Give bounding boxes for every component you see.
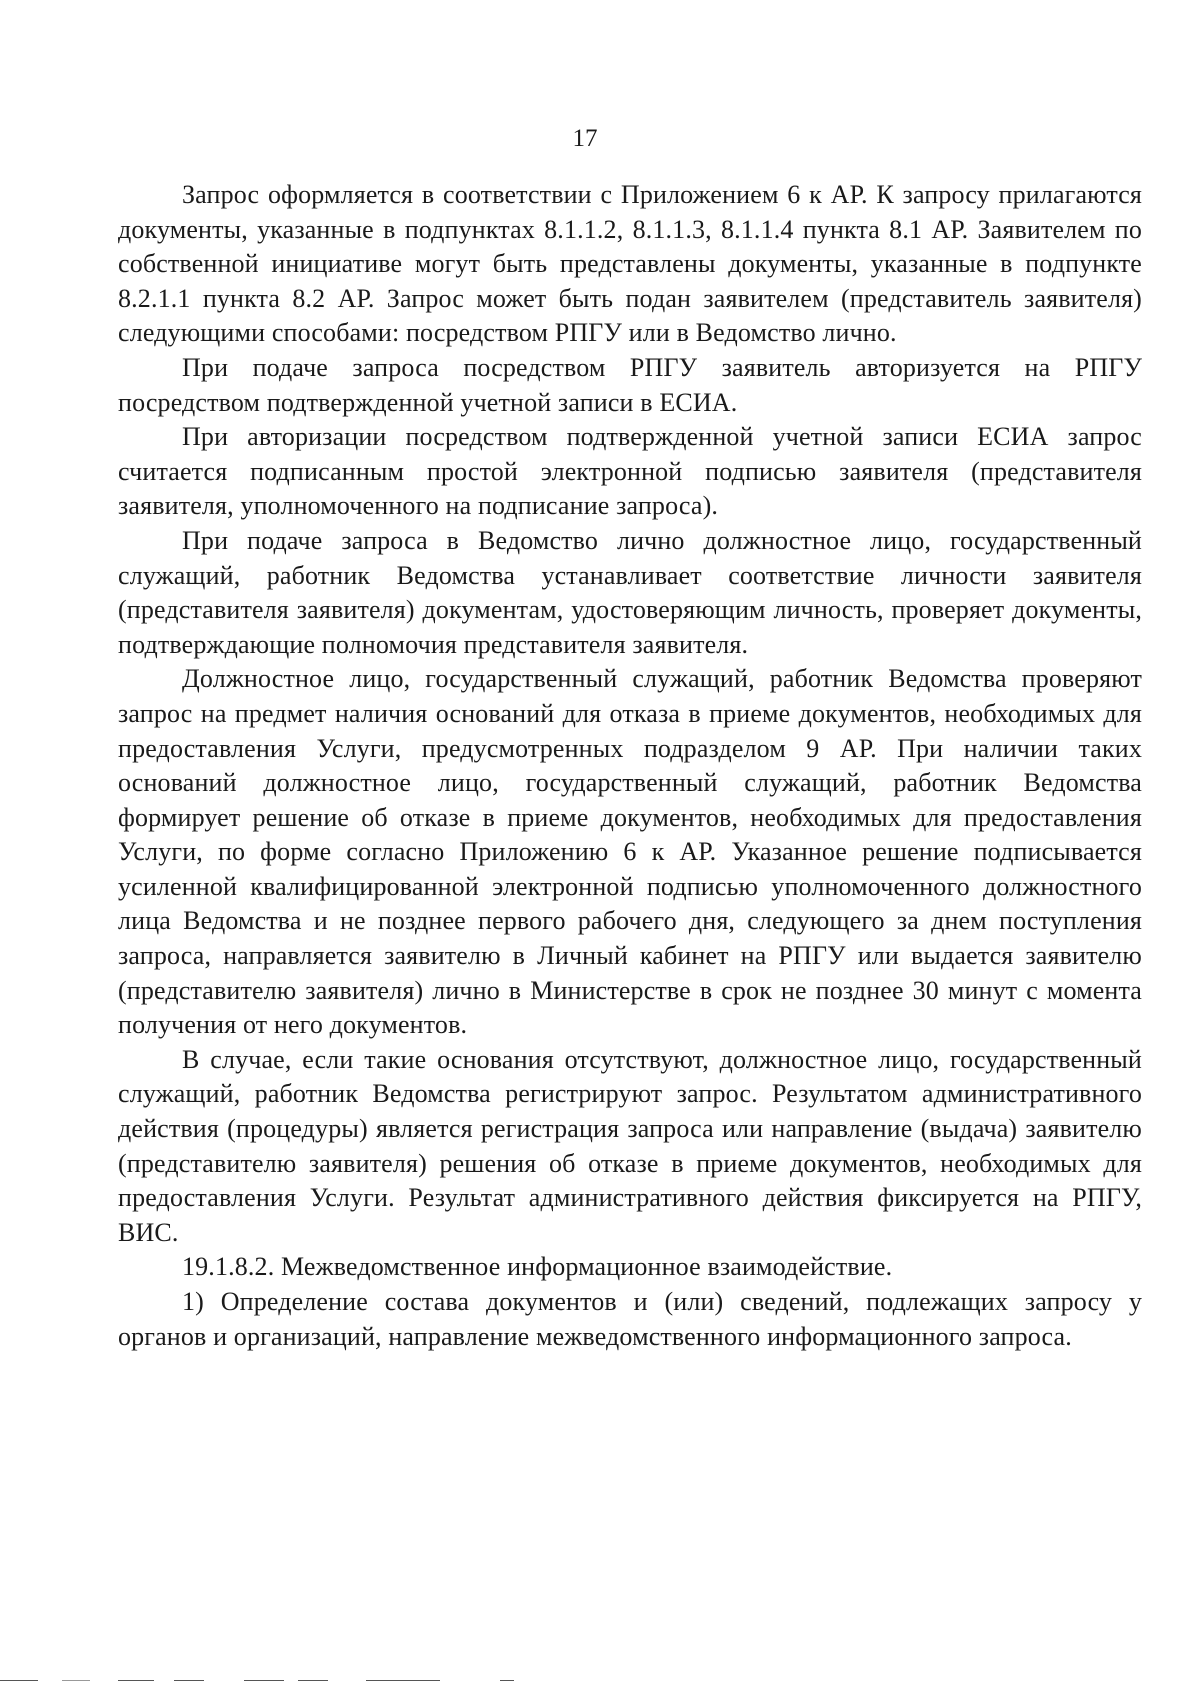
paragraph-section-heading: 19.1.8.2. Межведомственное информационное взаимодействие. — [182, 1252, 893, 1282]
paragraph-request-registration: В случае, если такие основания отсутствуют, должностное лицо, государственный служащий, работник Ведомства регистрируют запрос. Результатом административного действия (процедуры) является регистрация запроса или направление (выдача) заявителю (представителю заявителя) решения об отказе в приеме документов, необходимых для предоставления Услуги. Результат административного действия фиксируется на РПГУ, ВИС. — [118, 1044, 1142, 1247]
scan-edge-artifact — [0, 1677, 1200, 1685]
paragraph-in-person-submission: При подаче запроса в Ведомство лично должностное лицо, государственный служащий, работник Ведомства устанавливает соответствие личности заявителя (представителя заявителя) документам, удостоверяющим личность, проверяет документы, подтверждающие полномочия представителя заявителя. — [118, 525, 1142, 659]
paragraph-interagency-request: 1) Определение состава документов и (или) сведений, подлежащих запросу у органов и организаций, направление межведомственного информационного запроса. — [118, 1287, 1142, 1351]
paragraph-esia-signature: При авторизации посредством подтвержденной учетной записи ЕСИА запрос считается подписанным простой электронной подписью заявителя (представителя заявителя, уполномоченного на подписание запроса). — [118, 422, 1142, 521]
paragraph-request-submission: Запрос оформляется в соответствии с Приложением 6 к АР. К запросу прилагаются документы, указанные в подпунктах 8.1.1.2, 8.1.1.3, 8.1.1.4 пункта 8.1 АР. Заявителем по собственной инициативе могут быть представлены документы, указанные в подпункте 8.2.1.1 пункта 8.2 АР. Запрос может быть подан заявителем (представитель заявителя) следующими способами: посредством РПГУ или в Ведомство лично. — [118, 180, 1142, 348]
paragraph-rpgu-authorization: При подаче запроса посредством РПГУ заявитель авторизуется на РПГУ посредством подтвержденной учетной записи в ЕСИА. — [118, 352, 1142, 417]
page-number: 17 — [572, 125, 598, 152]
paragraph-refusal-grounds-check: Должностное лицо, государственный служащий, работник Ведомства проверяют запрос на предмет наличия оснований для отказа в приеме документов, необходимых для предоставления Услуги, предусмотренных подразделом 9 АР. При наличии таких оснований должностное лицо, государственный служащий, работник Ведомства формирует решение об отказе в приеме документов, необходимых для предоставления Услуги, по форме согласно Приложению 6 к АР. Указанное решение подписывается усиленной квалифицированной электронной подписью уполномоченного должностного лица Ведомства и не позднее первого рабочего дня, следующего за днем поступления запроса, направляется заявителю в Личный кабинет на РПГУ или выдается заявителю (представителю заявителя) лично в Министерстве в срок не позднее 30 минут с момента получения от него документов. — [118, 664, 1142, 1040]
document-body — [118, 178, 1142, 1354]
